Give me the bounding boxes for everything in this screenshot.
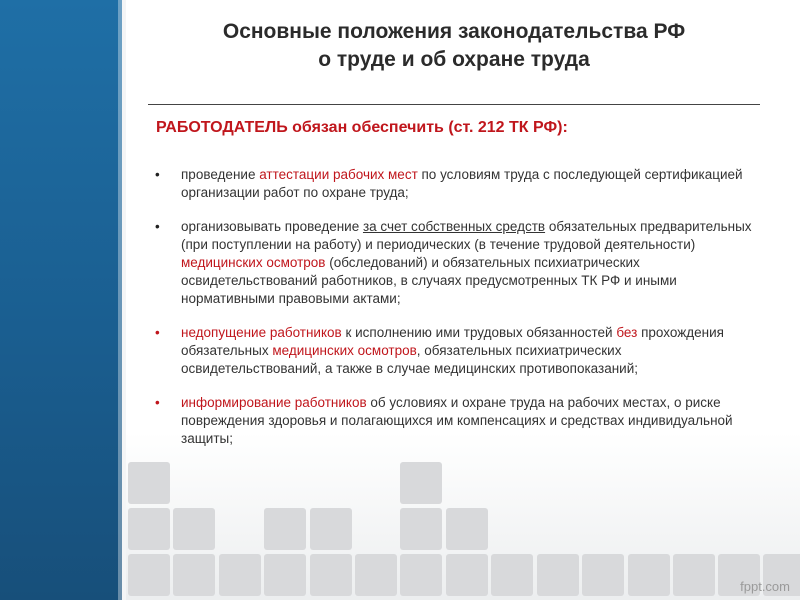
slide-subtitle: РАБОТОДАТЕЛЬ обязан обеспечить (ст. 212 ТК РФ):	[156, 119, 568, 136]
decorative-tile	[537, 554, 579, 596]
decorative-tile	[264, 508, 306, 550]
underlined-text: за счет собственных средств	[362, 219, 546, 234]
decorative-tile	[400, 508, 442, 550]
item-text: к исполнению ими трудовых обязанностей	[341, 325, 617, 340]
item-text: обязательных предварительных (при поступлении на работу) и периодических (в течение трудовой деятельности)	[181, 219, 752, 252]
decorative-tile	[400, 462, 442, 504]
watermark: fppt.com	[740, 579, 790, 594]
item-text: прохождения обязательных	[181, 325, 724, 358]
decorative-tile	[400, 554, 442, 596]
item-text: об условиях и охране труда на рабочих местах, о риске повреждения здоровья и полагающихся им компенсациях и средствах индивидуальной защиты;	[181, 395, 733, 446]
bullet-icon: •	[155, 167, 160, 182]
decorative-tile	[128, 462, 170, 504]
item-text: (обследований) и обязательных психиатрических освидетельствований работников, в случаях предусмотренных ТК РФ и иными нормативными правовыми актами;	[181, 255, 677, 306]
decorative-tile	[582, 554, 624, 596]
decorative-tile	[264, 554, 306, 596]
bullet-icon: •	[155, 395, 160, 410]
slide-title-line-1: Основные положения законодательства РФ	[222, 20, 686, 43]
list-item	[155, 324, 755, 378]
item-text: по условиям труда с последующей сертификацией организации работ по охране труда;	[181, 167, 743, 200]
decorative-tile	[128, 508, 170, 550]
decorative-tile	[446, 508, 488, 550]
decorative-tile	[310, 508, 352, 550]
highlighted-text: недопущение работников	[181, 325, 342, 340]
slide-title-line-2: о труде и об охране труда	[318, 48, 590, 71]
list-item	[155, 218, 755, 308]
obligations-list	[155, 166, 755, 464]
item-text: организовывать проведение	[181, 219, 363, 234]
highlighted-text: медицинских осмотров	[181, 255, 326, 270]
bullet-icon: •	[155, 325, 160, 340]
decorative-tile	[446, 554, 488, 596]
highlighted-text: информирование работников	[181, 395, 367, 410]
slide-title	[148, 18, 760, 74]
list-item	[155, 394, 755, 448]
item-text: проведение	[181, 167, 260, 182]
decorative-tile	[219, 554, 261, 596]
decorative-tile	[673, 554, 715, 596]
decorative-tile	[128, 554, 170, 596]
left-blue-band	[0, 0, 122, 600]
item-text: , обязательных психиатрических освидетельствований, а также в случае медицинских противопоказаний;	[181, 343, 639, 376]
decorative-tile	[173, 554, 215, 596]
list-item	[155, 166, 755, 202]
highlighted-text: аттестации рабочих мест	[259, 167, 418, 182]
decorative-tile	[310, 554, 352, 596]
title-divider	[148, 104, 760, 105]
decorative-tile	[173, 508, 215, 550]
highlighted-text: без	[616, 325, 638, 340]
bullet-icon: •	[155, 219, 160, 234]
highlighted-text: медицинских осмотров	[272, 343, 417, 358]
decorative-tile	[491, 554, 533, 596]
decorative-tile	[628, 554, 670, 596]
decorative-tile	[355, 554, 397, 596]
